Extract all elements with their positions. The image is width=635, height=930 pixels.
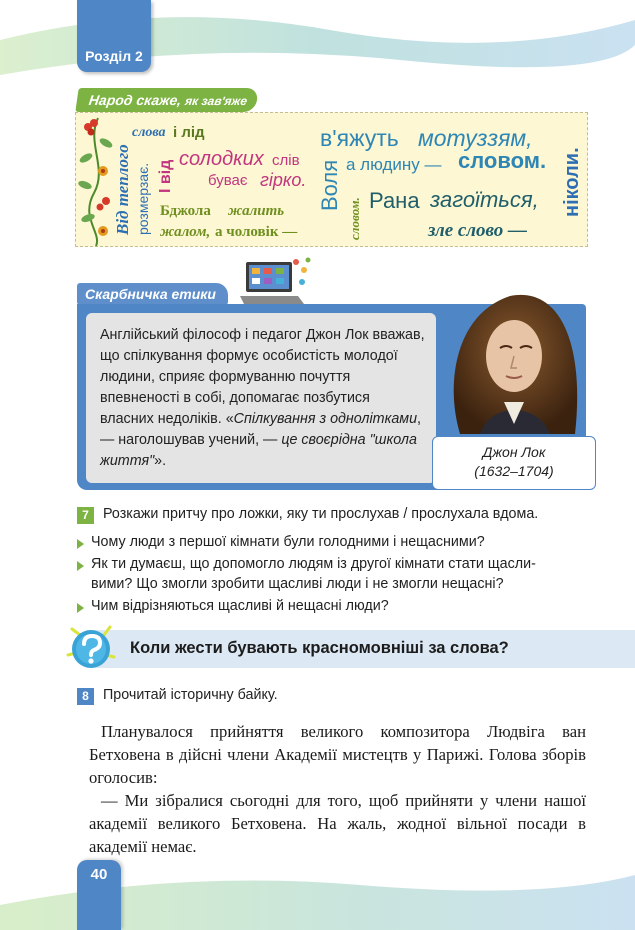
task7-question-2-line1: Як ти думаєш, що допомогло людям із другої кімнати стати щасли- [91,556,536,572]
john-locke-portrait [440,284,588,444]
bullet-arrow-icon [77,539,84,549]
proverb5-word-zahoitsia: загоїться, [430,187,539,212]
question-band [86,630,635,668]
proverb5-vertical-nikoly: ніколи. [561,147,583,217]
task7-question-2-line2: вими? Що змогли зробити щасливі люди і не змогли нещасні? [91,576,504,592]
proverb5-word-rana: Рана [369,188,420,213]
proverb2-word-sliv: слів [272,152,300,169]
question-band-text: Коли жести бувають красномовніші за слова? [130,639,509,657]
proverb2-word-hirko: гірко. [260,170,307,190]
ethics-quote-1: Спілкування з однолітками [233,411,418,427]
section-label: Розділ 2 [85,48,143,64]
page-number-tab [77,860,121,930]
story-paragraph-2: — Ми зібралися сьогодні для того, щоб прийняти у члени нашої академії великого Бетховена. На жаль, жодної вільної посади в академії немає. [89,791,586,856]
proverb1-word-i-lid: і лід [173,124,205,141]
story-text [89,720,586,858]
bullet-arrow-icon [77,561,84,571]
proverb3-word-bdzhola: Бджола [160,203,211,219]
task7-text: Розкажи притчу про ложки, яку ти прослухав / прослухала вдома. [103,506,539,522]
proverb4-word-vyazhut: в'яжуть [320,125,399,151]
ethics-text-mid: , — наголошував учений, — [100,411,422,448]
proverbs-heading [75,88,259,112]
floral-ornament-icon [76,113,118,248]
proverb3-word-cholovik: а чоловік — [215,224,298,240]
proverbs-heading-tail: як зав'яже [184,94,249,108]
page-number: 40 [90,866,108,883]
story-paragraph-1: Планувалося прийняття великого композитора Людвіга ван Бетховена в дійсні члени Академії мистецтв у Парижі. Голова зборів оголосив: [89,722,586,787]
section-tab [77,0,151,72]
proverb4-word-slovom: словом. [458,148,547,173]
task-number-8: 8 [77,688,94,705]
proverb1-word-slova: слова [132,125,166,140]
proverb3-word-zhalyt: жалить [228,203,285,219]
bullet-arrow-icon [77,603,84,613]
portrait-caption [432,436,596,490]
proverb2-vertical: І від [157,159,174,193]
task8-text: Прочитай історичну байку. [103,687,278,703]
caption-name: Джон Лок [482,444,546,460]
ethics-text-plain: Англійський філософ і педагог Джон Лок вважав, що спілкування формує особистість молодої людини, сприяє формуванню почуття впевненості в собі, допомагає позбутися власних недоліків. « [100,327,425,427]
proverbs-heading-main: Народ скаже, [87,92,183,108]
proverb3-word-zhalom: жалом, [160,224,211,240]
proverb5-word-zle-slovo: зле слово — [428,220,528,241]
proverbs-box [75,112,588,247]
proverb2-word-buvaie: буває [208,172,248,189]
proverb4-word-motuzzyam: мотуззям, [418,125,533,151]
question-mark-icon [64,621,118,675]
ethics-heading: Скарбничка етики [77,283,228,305]
task7-question-1: Чому люди з першої кімнати були голодними і нещасними? [91,534,485,550]
ethics-text-end: ». [154,453,167,469]
ethics-text [100,325,425,472]
proverb2-word-solodkyh: солодких [179,148,264,170]
task-number-7: 7 [77,507,94,524]
caption-years: (1632–1704) [474,463,554,479]
laptop-icon [240,256,312,308]
proverb1-vertical-1: Від теплого [113,144,132,235]
task7-question-3: Чим відрізняються щасливі й нещасні люди? [91,598,389,614]
proverb4-vertical: Воля [317,159,342,211]
proverb4-word-a-liudynu: а людину — [346,155,442,174]
proverb5-vertical: словом. [347,197,362,240]
proverb1-vertical-2: розмерзає. [135,162,151,235]
ethics-quote-2: це своєрідна "школа життя" [100,432,417,469]
